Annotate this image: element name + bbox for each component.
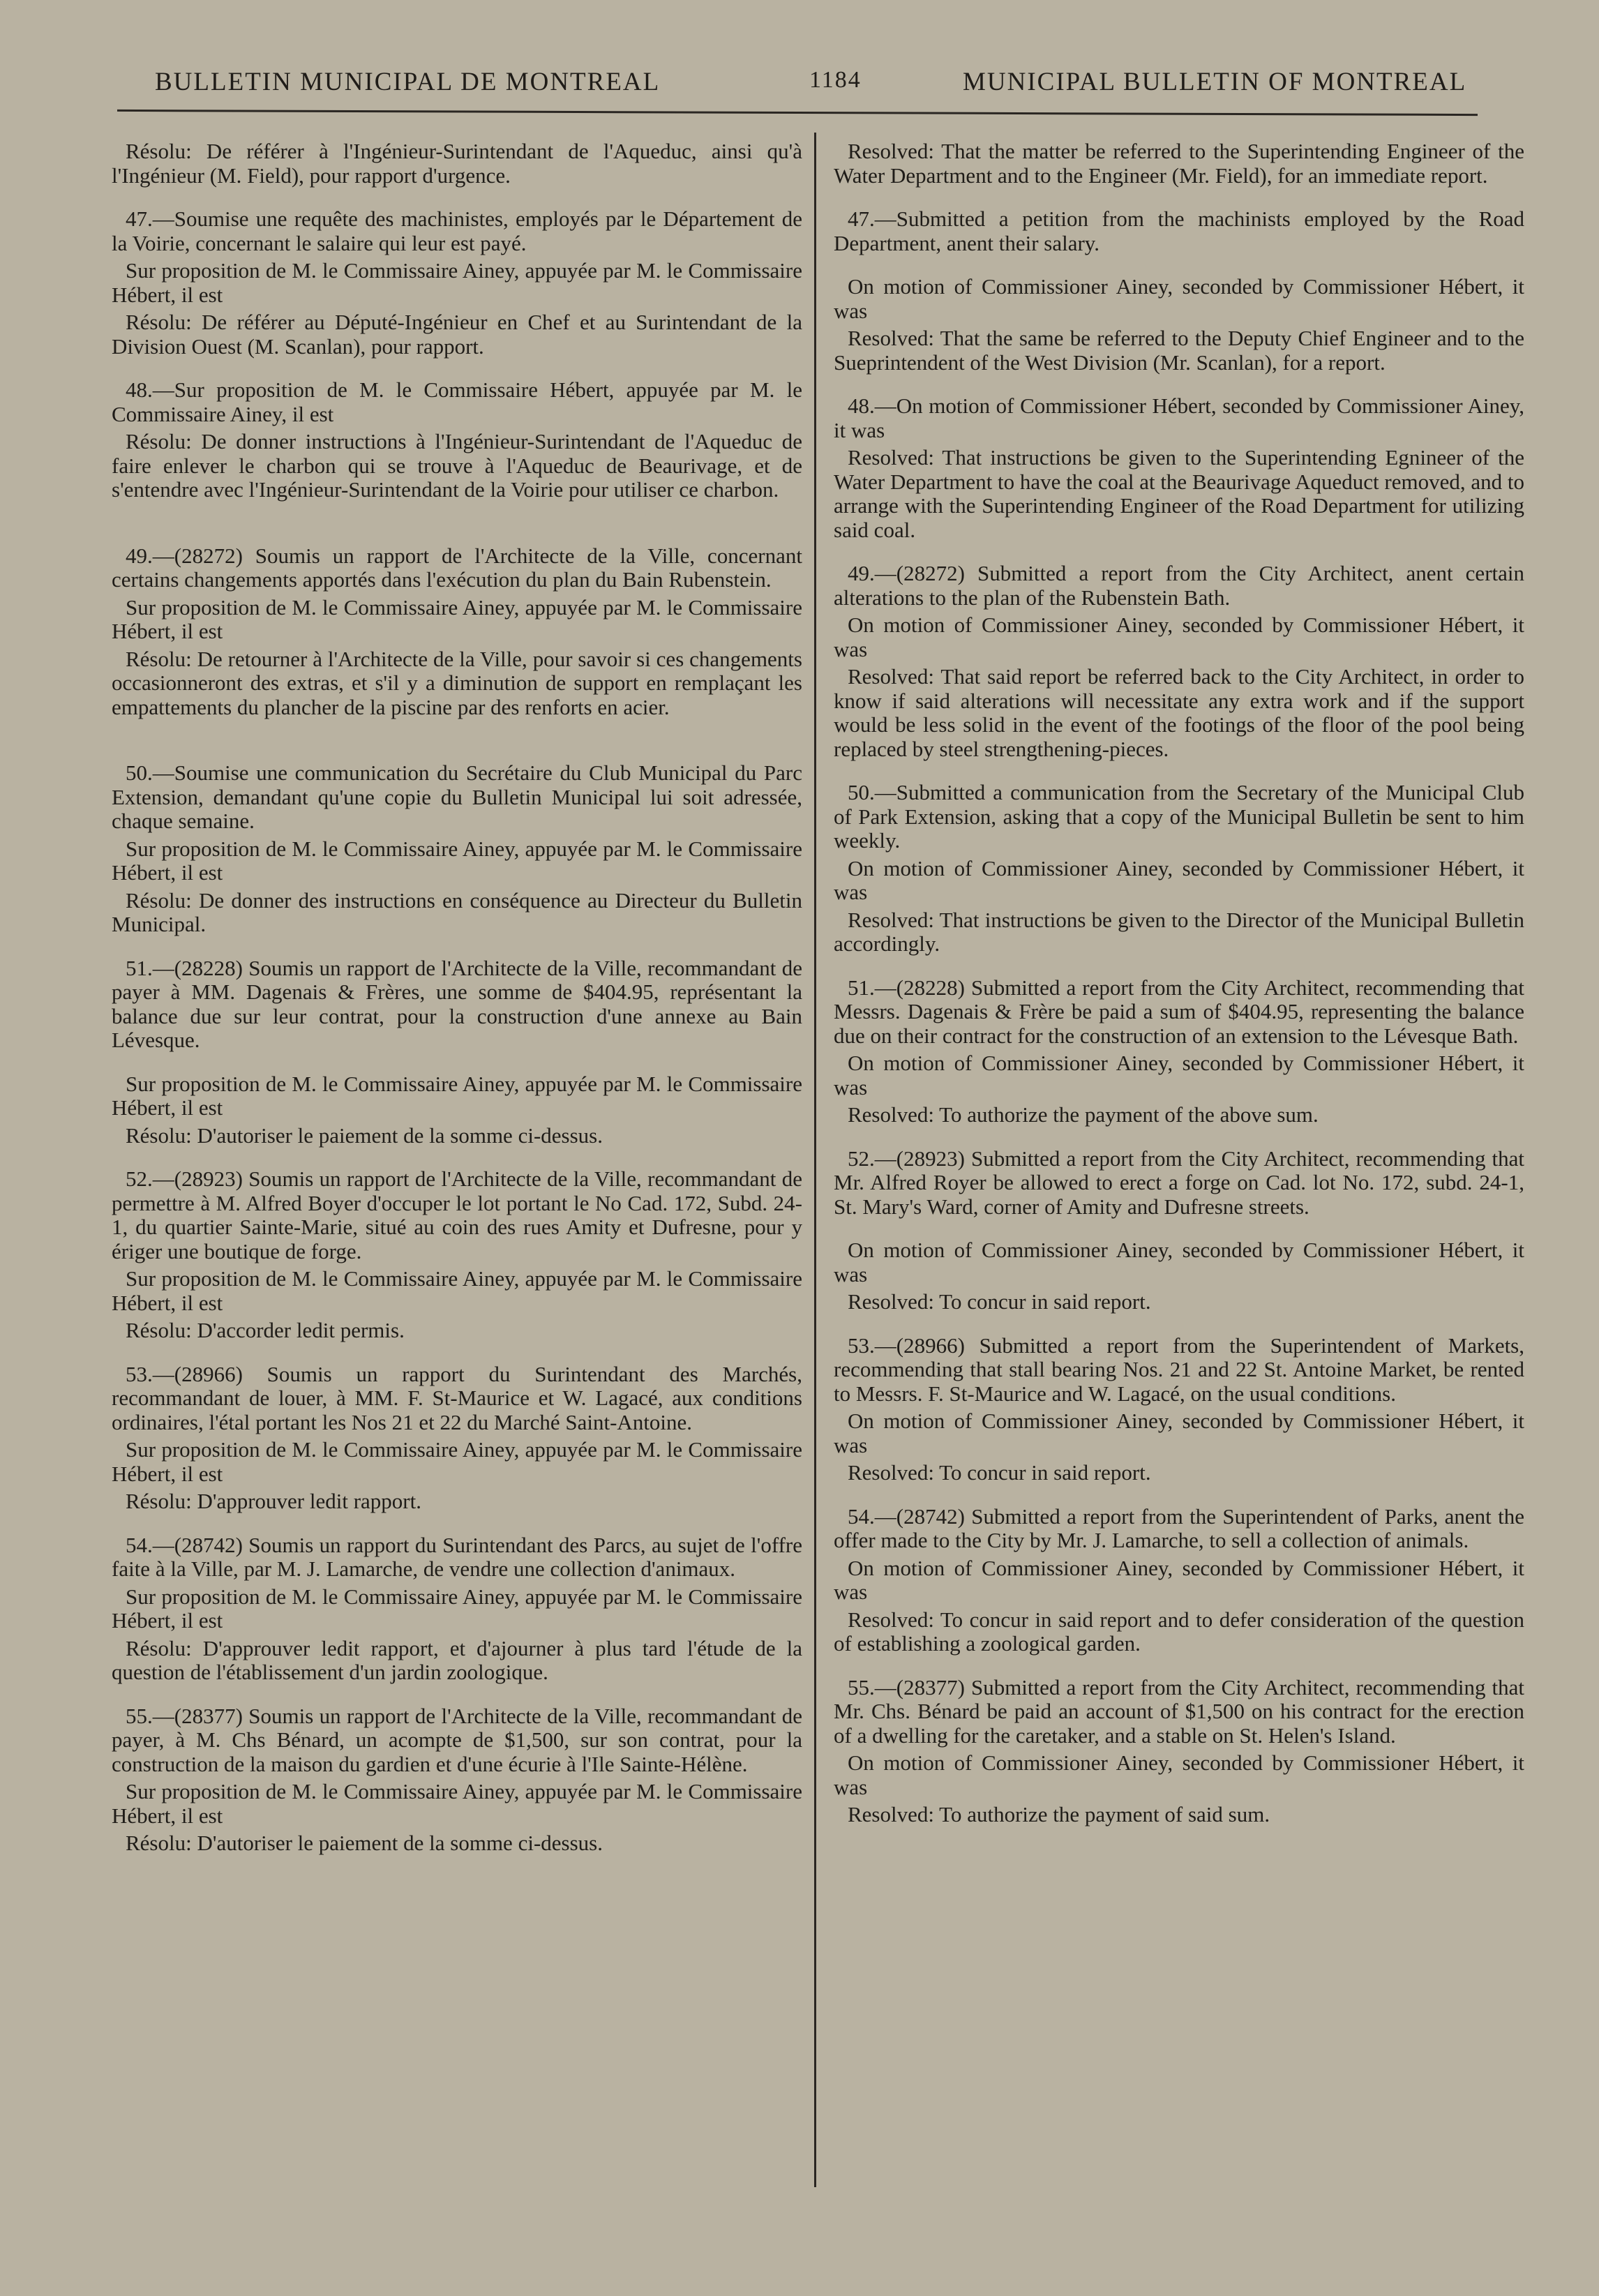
en-item-47: 47.—Submitted a petition from the machinists employed by the Road Department, anent their salary. (834, 207, 1524, 255)
en-item-51: 51.—(28228) Submitted a report from the City Architect, recommending that Messrs. Dagenais & Frère be paid a sum of $404.95, representing the balance due on their contract for the construction of an extension to the Lévesque Bath. (834, 975, 1524, 1048)
en-item-54: 54.—(28742) Submitted a report from the Superintendent of Parks, anent the offer made to the City by Mr. J. Lamarche, to sell a collection of animals. (834, 1503, 1524, 1552)
fr-item-49: 49.—(28272) Soumis un rapport de l'Architecte de la Ville, concernant certains changements apportés dans l'exécution du plan du Bain Rubenstein. (112, 543, 802, 592)
fr-paragraph: Résolu: D'accorder ledit permis. (126, 1318, 405, 1342)
fr-item-48: 48.—Sur proposition de M. le Commissaire Hébert, appuyée par M. le Commissaire Ainey, il est (112, 377, 802, 426)
fr-paragraph: Résolu: D'approuver ledit rapport, et d'ajourner à plus tard l'étude de la question de l'établissement d'un jardin zoologique. (112, 1635, 802, 1684)
fr-item-54: 54.—(28742) Soumis un rapport du Surintendant des Parcs, au sujet de l'offre faite à la Ville, par M. J. Lamarche, de vendre une collection d'animaux. (112, 1532, 802, 1581)
fr-paragraph: Résolu: De référer à l'Ingénieur-Surintendant de l'Aqueduc, ainsi qu'à l'Ingénieur (M. Field), pour rapport d'urgence. (112, 139, 802, 188)
column-divider (814, 133, 816, 2187)
en-paragraph: Resolved: To authorize the payment of said sum. (848, 1802, 1270, 1826)
en-paragraph: On motion of Commissioner Ainey, seconded by Commissioner Hébert, it was (834, 274, 1524, 323)
fr-paragraph: Résolu: De donner instructions à l'Ingénieur-Surintendant de l'Aqueduc de faire enlever le charbon qui se trouve à l'Aqueduc de Beaurivage, et de s'entendre avec l'Ingénieur-Surintendant de la Voirie pour utiliser ce charbon. (112, 429, 802, 502)
fr-item-52: 52.—(28923) Soumis un rapport de l'Architecte de la Ville, recommandant de permettre à M. Alfred Boyer d'occuper le lot portant le No Cad. 172, Subd. 24-1, du quartier Sainte-Marie, situé au coin des rues Amity et Dufresne, pour y ériger une boutique de forge. (112, 1166, 802, 1263)
fr-paragraph: Résolu: D'approuver ledit rapport. (126, 1489, 421, 1513)
fr-paragraph: Résolu: D'autoriser le paiement de la somme ci-dessus. (126, 1123, 603, 1148)
header-rule (117, 110, 1478, 116)
fr-paragraph: Sur proposition de M. le Commissaire Ainey, appuyée par M. le Commissaire Hébert, il est (112, 1584, 802, 1633)
en-item-49: 49.—(28272) Submitted a report from the City Architect, anent certain alterations to the plan of the Rubenstein Bath. (834, 561, 1524, 610)
en-paragraph: On motion of Commissioner Ainey, seconded by Commissioner Hébert, it was (834, 1555, 1524, 1604)
fr-item-51: 51.—(28228) Soumis un rapport de l'Architecte de la Ville, recommandant de payer à MM. Dagenais & Frères, une somme de $404.95, représentant la balance due sur leur contrat, pour la construction d'une annexe au Bain Lévesque. (112, 955, 802, 1052)
en-paragraph: Resolved: That the matter be referred to the Superintending Engineer of the Water Department and to the Engineer (Mr. Field), for an immediate report. (834, 139, 1524, 188)
en-item-53: 53.—(28966) Submitted a report from the Superintendent of Markets, recommending that stall bearing Nos. 21 and 22 St. Antoine Market, be rented to Messrs. F. St-Maurice and W. Lagacé, on the usual conditions. (834, 1333, 1524, 1406)
fr-paragraph: Résolu: De référer au Député-Ingénieur en Chef et au Surintendant de la Division Ouest (M. Scanlan), pour rapport. (112, 310, 802, 359)
fr-item-50: 50.—Soumise une communication du Secrétaire du Club Municipal du Parc Extension, demandant qu'une copie du Bulletin Municipal lui soit adressée, chaque semaine. (112, 760, 802, 833)
en-paragraph: On motion of Commissioner Ainey, seconded by Commissioner Hébert, it was (834, 1238, 1524, 1286)
fr-item-55: 55.—(28377) Soumis un rapport de l'Architecte de la Ville, recommandant de payer, à M. Chs Bénard, un acompte de $1,500, sur son contrat, pour la construction de la maison du gardien et d'une écurie à l'Ile Sainte-Hélène. (112, 1703, 802, 1776)
en-paragraph: Resolved: That said report be referred back to the City Architect, in order to know if said alterations will necessitate any extra work and if the support would be less solid in the event of the footings of the floor of the pool being replaced by steel strengthening-pieces. (834, 664, 1524, 761)
en-paragraph: On motion of Commissioner Ainey, seconded by Commissioner Hébert, it was (834, 1409, 1524, 1457)
en-paragraph: On motion of Commissioner Ainey, seconded by Commissioner Hébert, it was (834, 855, 1524, 904)
en-paragraph: On motion of Commissioner Ainey, seconded by Commissioner Hébert, it was (834, 1750, 1524, 1799)
en-paragraph: Resolved: To concur in said report. (848, 1289, 1151, 1314)
en-paragraph: Resolved: To concur in said report. (848, 1460, 1151, 1485)
en-item-55: 55.—(28377) Submitted a report from the City Architect, recommending that Mr. Chs. Bénard be paid an account of $1,500 on his contract for the erection of a dwelling for the caretaker, and a stable on St. Helen's Island. (834, 1674, 1524, 1748)
en-paragraph: Resolved: To authorize the payment of the above sum. (848, 1102, 1319, 1127)
fr-paragraph: Résolu: De donner des instructions en conséquence au Directeur du Bulletin Municipal. (112, 887, 802, 936)
fr-paragraph: Sur proposition de M. le Commissaire Ainey, appuyée par M. le Commissaire Hébert, il est (112, 1779, 802, 1828)
english-column (834, 140, 1524, 1831)
fr-paragraph: Sur proposition de M. le Commissaire Ainey, appuyée par M. le Commissaire Hébert, il est (112, 1437, 802, 1486)
fr-paragraph: Sur proposition de M. le Commissaire Ainey, appuyée par M. le Commissaire Hébert, il est (112, 836, 802, 885)
en-paragraph: Resolved: That instructions be given to the Director of the Municipal Bulletin accordingly. (834, 907, 1524, 956)
en-item-50: 50.—Submitted a communication from the Secretary of the Municipal Club of Park Extension, asking that a copy of the Municipal Bulletin be sent to him weekly. (834, 780, 1524, 853)
en-paragraph: On motion of Commissioner Ainey, seconded by Commissioner Hébert, it was (834, 1051, 1524, 1100)
en-item-48: 48.—On motion of Commissioner Hébert, seconded by Commissioner Ainey, it was (834, 393, 1524, 442)
en-paragraph: Resolved: That the same be referred to the Deputy Chief Engineer and to the Sueprintendent of the West Division (Mr. Scanlan), for a report. (834, 326, 1524, 375)
en-paragraph: On motion of Commissioner Ainey, seconded by Commissioner Hébert, it was (834, 613, 1524, 661)
fr-paragraph: Sur proposition de M. le Commissaire Ainey, appuyée par M. le Commissaire Hébert, il est (112, 258, 802, 307)
french-column (112, 140, 802, 1859)
fr-paragraph: Résolu: De retourner à l'Architecte de la Ville, pour savoir si ces changements occasionneront des extras, et s'il y a diminution de support en remplaçant les empattements du plancher de la piscine par des renforts en acier. (112, 646, 802, 719)
header-left-title: BULLETIN MUNICIPAL DE MONTREAL (155, 68, 661, 96)
page-number: 1184 (809, 67, 862, 93)
fr-paragraph: Résolu: D'autoriser le paiement de la somme ci-dessus. (126, 1831, 603, 1855)
fr-paragraph: Sur proposition de M. le Commissaire Ainey, appuyée par M. le Commissaire Hébert, il est (112, 1071, 802, 1120)
fr-item-47: 47.—Soumise une requête des machinistes, employés par le Département de la Voirie, concernant le salaire qui leur est payé. (112, 207, 802, 255)
fr-paragraph: Sur proposition de M. le Commissaire Ainey, appuyée par M. le Commissaire Hébert, il est (112, 1266, 802, 1315)
en-paragraph: Resolved: To concur in said report and to defer consideration of the question of establishing a zoological garden. (834, 1607, 1524, 1656)
en-paragraph: Resolved: That instructions be given to the Superintending Egnineer of the Water Department to have the coal at the Beaurivage Aqueduct removed, and to arrange with the Superintending Engineer of the Road Department for utilizing said coal. (834, 445, 1524, 542)
fr-paragraph: Sur proposition de M. le Commissaire Ainey, appuyée par M. le Commissaire Hébert, il est (112, 594, 802, 643)
fr-item-53: 53.—(28966) Soumis un rapport du Surintendant des Marchés, recommandant de louer, à MM. F. St-Maurice et W. Lagacé, aux conditions ordinaires, l'étal portant les Nos 21 et 22 du Marché Saint-Antoine. (112, 1361, 802, 1434)
header-right-title: MUNICIPAL BULLETIN OF MONTREAL (963, 68, 1467, 96)
en-item-52: 52.—(28923) Submitted a report from the City Architect, recommending that Mr. Alfred Royer be allowed to erect a forge on Cad. lot No. 172, subd. 24-1, St. Mary's Ward, corner of Amity and Dufresne streets. (834, 1146, 1524, 1219)
